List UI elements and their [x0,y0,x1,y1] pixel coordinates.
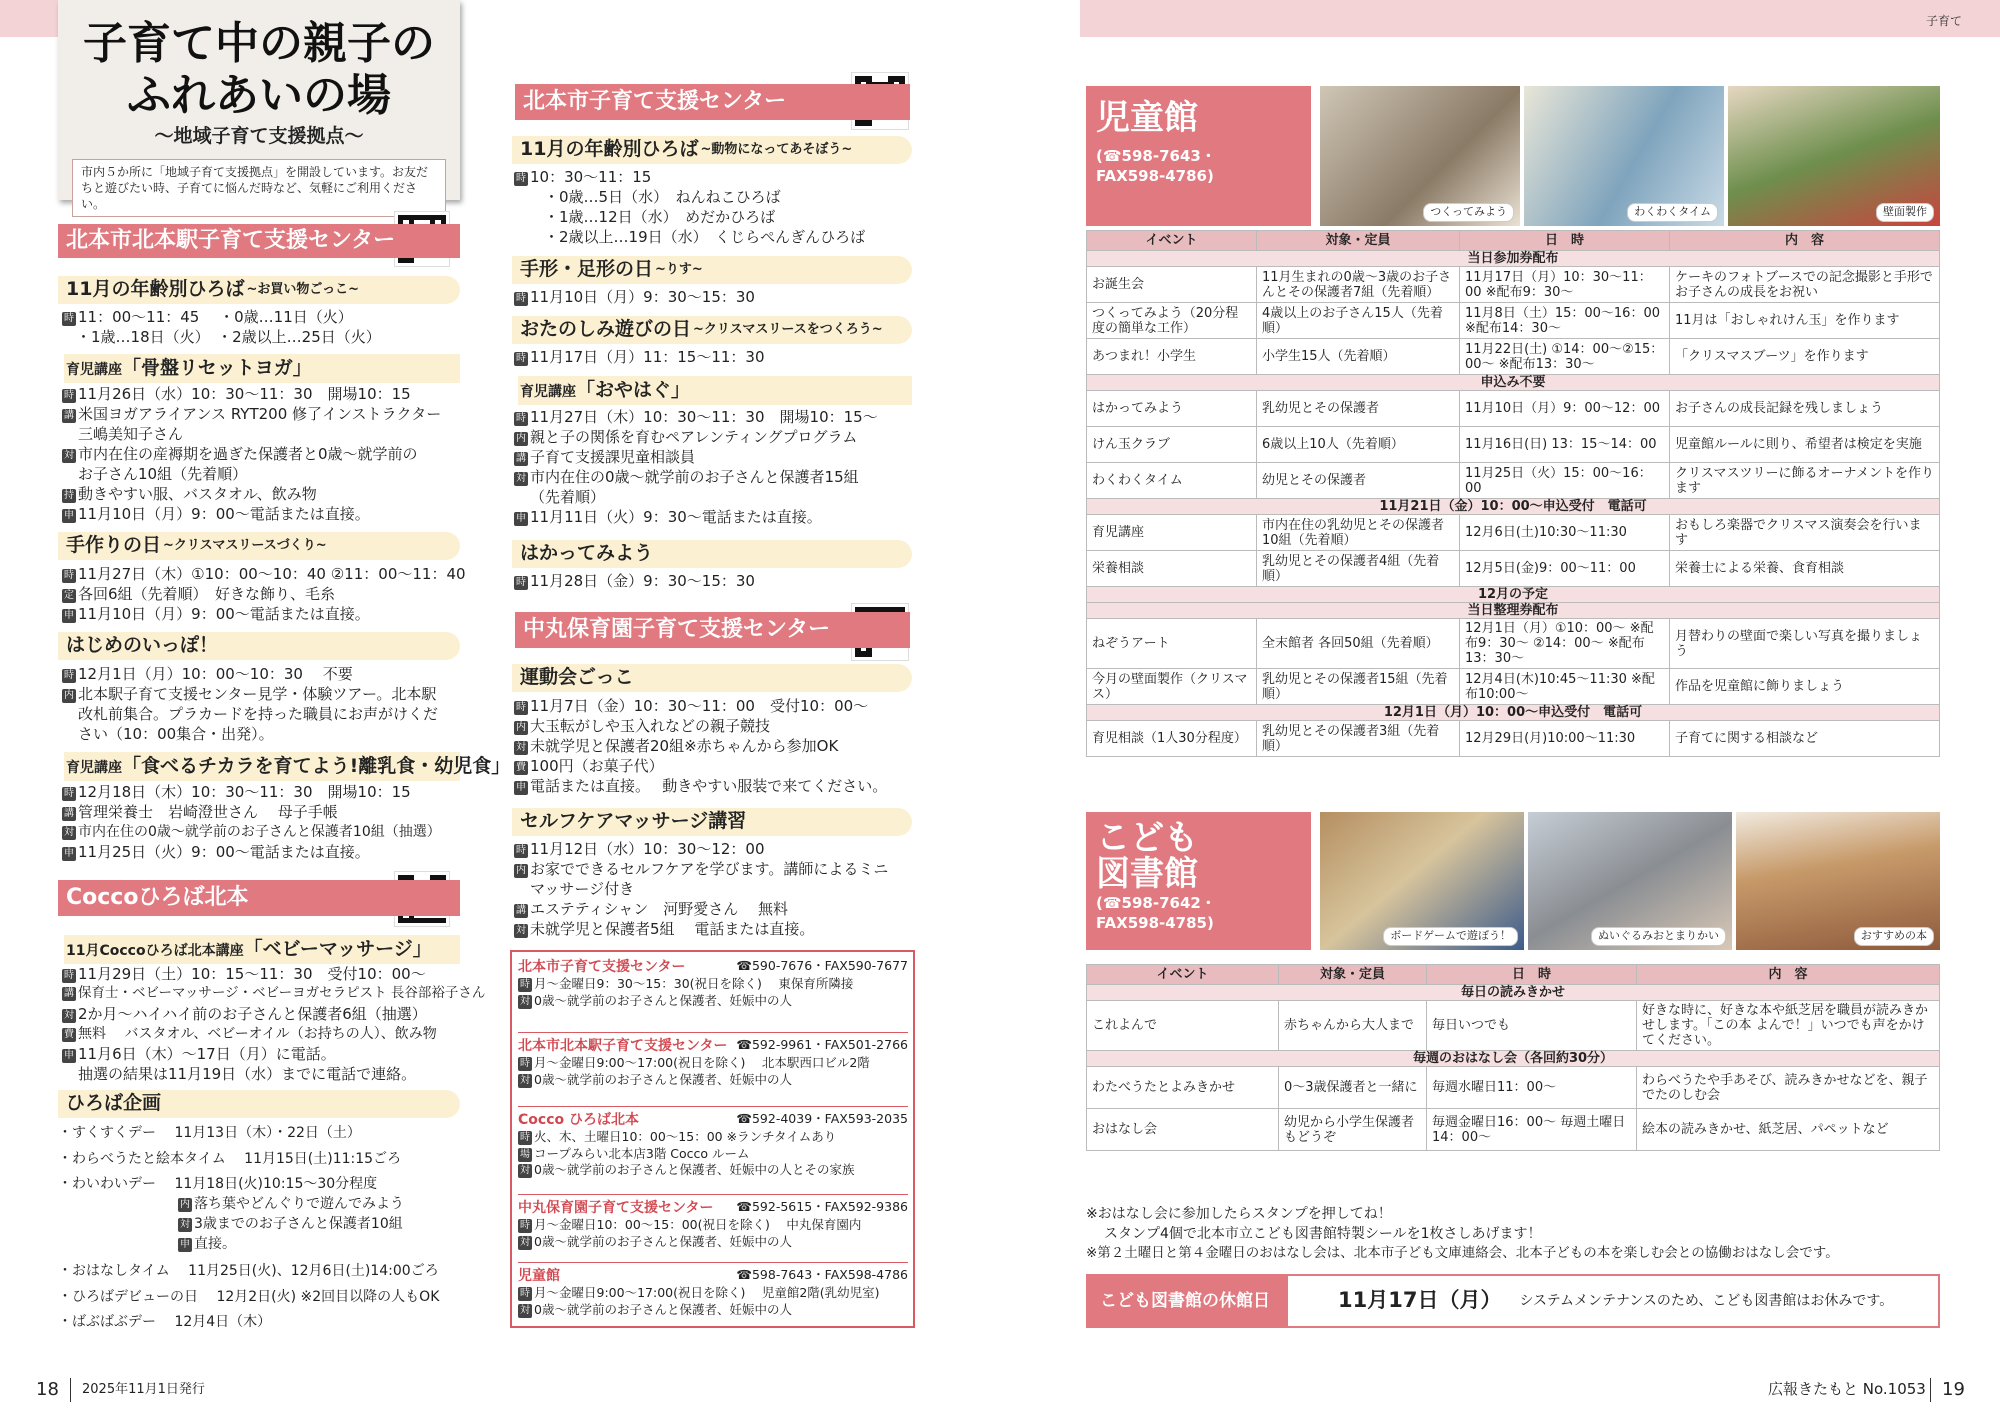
event-line: 講 エステティシャン 河野愛さん 無料 [516,900,788,918]
event-line: ・ばぶばぶデー 12月4日（木） [58,1314,272,1330]
event-line: 講 管理栄養士 岩崎澄世さん 母子手帳 [64,803,338,821]
table-cell: 11月16日(日) 13：15～14：00 [1460,427,1670,463]
event-line: 講 保育士・ベビーマッサージ・ベビーヨガセラピスト 長谷部裕子さん [64,985,486,1001]
event-title: 育児講座「食べるチカラを育てよう!離乳食・幼児食」 [64,752,460,781]
table-cell: おはなし会 [1087,1109,1279,1151]
table-cell: 毎週金曜日16：00～ 毎週土曜日14：00～ [1427,1109,1637,1151]
contact-line: 対 0歳～就学前のお子さんと保護者、妊娠中の人とその家族 [520,1162,855,1178]
table-cell: 栄養相談 [1087,551,1257,587]
section-title-kitamoto-station: 北本市北本駅子育て支援センター [58,224,460,258]
event-line: 持 動きやすい服、バスタオル、飲み物 [64,485,317,503]
table-section-row [1087,1051,1940,1067]
table-row [1087,515,1940,551]
table-cell: 毎週水曜日11：00～ [1427,1067,1637,1109]
table-cell: 12月6日(土)10:30～11:30 [1460,515,1670,551]
table-section-row [1087,251,1940,267]
contact-line: 場 コープみらい北本店3階 Cocco ルーム [520,1145,750,1161]
photo-recommended: おすすめの本 [1736,812,1940,950]
feature-subtitle: ～地域子育て支援拠点～ [154,125,364,147]
library-tel: (☎598-7642・ [1096,894,1216,912]
table-cell: 6歳以上10人（先着順） [1257,427,1460,463]
closed-text: システムメンテナンスのため、こども図書館はお休みです。 [1519,1292,1894,1309]
contact-name: 北本市北本駅子育て支援センター [518,1038,728,1054]
col-header: 日 時 [1460,231,1670,251]
table-cell: 12月4日(木)10:45～11:30 ※配布10:00～ [1460,669,1670,705]
event-line: ・わいわいデー 11月18日(火)10:15～30分程度 [58,1176,378,1192]
table-cell: 乳幼児とその保護者15組（先着順） [1257,669,1460,705]
table-cell: 0～3歳保護者と一緒に [1279,1067,1427,1109]
event-line: 時 11月26日（水）10：30～11：30 開場10：15 [64,385,411,403]
event-line: 費 無料 バスタオル、ベビーオイル（お持ちの人）、飲み物 [64,1026,437,1042]
table-row [1087,551,1940,587]
event-line: 申 電話または直接。 動きやすい服装で来てください。 [516,777,888,795]
contact-line: 時 月～金曜日9：30～15：30(祝日を除く) 東保育所隣接 [520,976,854,992]
table-cell: 12月1日（月）①10：00～ ※配布9：30～ ②14：00～ ※配布13：30～ [1460,619,1670,669]
event-line: （先着順） [530,488,606,506]
section-label: 当日参加券配布 [1087,251,1940,267]
table-cell: 12月29日(月)10:00～11:30 [1460,721,1670,757]
event-title: はじめのいっぽ！ [58,632,460,660]
contact-tel: ☎598-7643・FAX598-4786 [736,1267,908,1282]
contact-name: 児童館 [518,1268,560,1284]
page-number-left: 18 [36,1379,59,1400]
section-label: 11月21日（金）10：00～申込受付 電話可 [1087,499,1940,515]
table-cell: 11月17日（月）10：30～11：00 ※配布9：30～ [1460,267,1670,303]
library-title-block [1086,812,1311,950]
event-line: 時 11月7日（金）10：30～11：00 受付10：00～ [516,697,869,715]
event-line: ・おはなしタイム 11月25日(火)、12月6日(土)14:00ごろ [58,1263,439,1279]
table-cell: わたべうたとよみきかせ [1087,1067,1279,1109]
event-line: 対 未就学児と保護者20組※赤ちゃんから参加OK [516,737,839,755]
page-category-tag: 子育て [1925,14,1962,28]
library-closed-box [1086,1274,1940,1328]
table-cell: 育児相談（1人30分程度） [1087,721,1257,757]
table-cell: 11月生まれの0歳～3歳のお子さんとその保護者7組（先着順） [1257,267,1460,303]
col-header: 日 時 [1427,965,1637,985]
library-schedule-table [1086,964,1940,1151]
event-title: 運動会ごっこ [512,664,912,692]
event-line: 時 12月1日（月）10：00～10：30 不要 [64,665,353,683]
table-cell: 12月5日(金)9：00～11：00 [1460,551,1670,587]
footer-divider [70,1378,71,1402]
event-line: ・わらべうたと絵本タイム 11月15日(土)11:15ごろ [58,1151,402,1167]
contact-line: 時 月～金曜日9:00～17:00(祝日を除く) 児童館2階(乳幼児室) [520,1285,880,1301]
event-line: 改札前集合。プラカードを持った職員にお声がけくだ [78,705,439,723]
table-cell: お誕生会 [1087,267,1257,303]
table-cell: 幼児とその保護者 [1257,463,1460,499]
event-line: 対 未就学児と保護者5組 電話または直接。 [516,920,815,938]
contact-entry [518,1194,908,1250]
jidoukan-tel: (☎598-7643・ [1096,146,1216,165]
section-title-nakamaru: 中丸保育園子育て支援センター [515,612,910,648]
table-cell: 全末館者 各回50組（先着順） [1257,619,1460,669]
table-cell: クリスマスツリーに飾るオーナメントを作ります [1670,463,1940,499]
section-label: 毎週のおはなし会（各回約30分） [1087,1051,1940,1067]
table-section-row [1087,375,1940,391]
table-cell: 乳幼児とその保護者4組（先着順） [1257,551,1460,587]
event-line: 対 市内在住の産褥期を過ぎた保護者と0歳～就学前の [64,445,418,463]
jidoukan-fax: FAX598-4786) [1096,166,1214,185]
contact-line: 対 0歳～就学前のお子さんと保護者、妊娠中の人 [520,992,792,1008]
table-cell: 児童館ルールに則り、希望者は検定を実施 [1670,427,1940,463]
contact-line: 時 月～金曜日10：00～15：00(祝日を除く) 中丸保育園内 [520,1217,862,1233]
table-cell: 毎日いつでも [1427,1001,1637,1051]
contact-line: 対 0歳～就学前のお子さんと保護者、妊娠中の人 [520,1233,792,1249]
section-label: 12月1日（月）10：00～申込受付 電話可 [1087,705,1940,721]
event-title: おたのしみ遊びの日 ~クリスマスリースをつくろう~ [512,316,912,344]
photo-nuigurumi: ぬいぐるみおとまりかい [1528,812,1732,950]
photo-boardgame: ボードゲームで遊ぼう！ [1320,812,1524,950]
table-section-row [1087,705,1940,721]
table-cell: ケーキのフォトブースでの記念撮影と手形でお子さんの成長をお祝い [1670,267,1940,303]
event-line: 時 11月10日（月）9：30～15：30 [516,288,755,306]
jidoukan-title: 児童館 [1096,98,1198,138]
event-line: 費 100円（お菓子代） [516,757,664,775]
col-header: イベント [1087,231,1257,251]
event-line: 申 11月10日（月）9：00～電話または直接。 [64,605,370,623]
event-line: 時 11月27日（木）10：30～11：30 開場10：15～ [516,408,878,426]
section-label: 毎日の読みきかせ [1087,985,1940,1001]
event-line: 申 11月11日（火）9：30～電話または直接。 [516,508,822,526]
event-line: ・0歳…5日（水） ねんねこひろば [544,188,781,206]
section-label: 12月の予定 [1087,587,1940,603]
col-header: 対象・定員 [1257,231,1460,251]
event-title: セルフケアマッサージ講習 [512,808,912,836]
event-line: 三嶋美知子さん [78,425,184,443]
table-row [1087,267,1940,303]
event-line: 対 2か月～ハイハイ前のお子さんと保護者6組（抽選） [64,1005,427,1023]
contact-line: 時 火、木、土曜日10：00～15：00 ※ランチタイムあり [520,1129,837,1145]
table-section-row [1087,603,1940,619]
event-line: 内 お家でできるセルフケアを学びます。講師によるミニ [516,860,889,878]
feature-title: 子育て中の親子の ふれあいの場 [83,18,435,121]
table-cell: 4歳以上のお子さん15人（先着順） [1257,303,1460,339]
top-white-gap [460,0,1080,37]
contact-entry [518,958,908,1009]
table-row [1087,339,1940,375]
col-header: イベント [1087,965,1279,985]
contact-line: 対 0歳～就学前のお子さんと保護者、妊娠中の人 [520,1301,792,1317]
table-cell: 赤ちゃんから大人まで [1279,1001,1427,1051]
table-cell: 月替わりの壁面で楽しい写真を撮りましょう [1670,619,1940,669]
event-line: 時 12月18日（木）10：30～11：30 開場10：15 [64,783,411,801]
table-cell: 乳幼児とその保護者3組（先着順） [1257,721,1460,757]
contact-name: 北本市子育て支援センター [518,959,686,975]
feature-description: 市内５か所に「地域子育て支援拠点」を開設しています。お友だちと遊びたい時、子育てに悩んだ時など、気軽にご利用ください。 [72,159,446,217]
table-row [1087,463,1940,499]
table-cell: 11月10日（月）9：00～12：00 [1460,391,1670,427]
library-note: ※第２土曜日と第４金曜日のおはなし会は、北本市子ども文庫連絡会、北本子どもの本を楽しむ会との協働おはなし会です。 [1086,1245,1839,1261]
photo-tsukutte: つくってみよう [1320,86,1520,226]
section-label: 当日整理券配布 [1087,603,1940,619]
event-line: 時 10：30～11：15 [516,168,652,186]
event-title: 手作りの日 ~クリスマスリースづくり~ [58,532,460,560]
table-cell: 11月22日(土) ①14：00～②15：00～ ※配布13：30～ [1460,339,1670,375]
table-cell: 11月8日（土）15：00～16：00 ※配布14：30～ [1460,303,1670,339]
event-line: 時 11月17日（月）11：15～11：30 [516,348,765,366]
contact-name: Cocco ひろば北本 [518,1112,639,1128]
event-line: さい（10：00集合・出発）。 [78,725,274,743]
event-line: 講 子育て支援課児童相談員 [516,448,696,466]
event-title: ひろば企画 [58,1090,460,1118]
event-line: 申 11月10日（月）9：00～電話または直接。 [64,505,370,523]
contact-line: 対 0歳～就学前のお子さんと保護者、妊娠中の人 [520,1071,792,1087]
table-row [1087,427,1940,463]
event-line: 申 11月25日（火）9：00～電話または直接。 [64,843,370,861]
event-line: 講 米国ヨガアライアンス RYT200 修了インストラクター [64,405,442,423]
event-line: 時 11：00～11：45 ・0歳…11日（火） [64,308,353,326]
contact-tel: ☎592-4039・FAX593-2035 [736,1111,908,1126]
event-line: 時 11月28日（金）9：30～15：30 [516,572,755,590]
event-line: ・1歳…18日（火） ・2歳以上…25日（火） [76,328,381,346]
jidoukan-title-block [1086,86,1311,226]
event-title: 11月の年齢別ひろば ~動物になってあそぼう~ [512,136,912,164]
event-title: 11月Coccoひろば北本講座「ベビーマッサージ」 [64,935,460,964]
table-row [1087,391,1940,427]
library-note: スタンプ4個で北本市立こども図書館特製シールを1枚さしあげます！ [1104,1226,1542,1242]
contact-tel: ☎592-5615・FAX592-9386 [736,1199,908,1214]
table-cell: わくわくタイム [1087,463,1257,499]
event-line: 申 11月6日（木）～17日（月）に電話。 [64,1045,336,1063]
contact-name: 中丸保育園子育て支援センター [518,1200,714,1216]
contact-entry [518,1032,908,1088]
contact-entry [518,1262,908,1318]
table-row [1087,1001,1940,1051]
table-cell: つくってみよう（20分程度の簡単な工作） [1087,303,1257,339]
event-line: 時 11月29日（土）10：15～11：30 受付10：00～ [64,965,426,983]
library-fax: FAX598-4785) [1096,913,1214,932]
col-header: 内 容 [1670,231,1940,251]
table-cell: ねぞうアート [1087,619,1257,669]
contact-tel: ☎590-7676・FAX590-7677 [736,958,908,973]
table-cell: 好きな時に、好きな本や紙芝居を職員が読みきかせします。「この本 よんで！」いつでも声をかけてください。 [1637,1001,1940,1051]
event-line: ・ひろばデビューの日 12月2日(火) ※2回目以降の人もOK [58,1289,440,1305]
footer-divider [1930,1378,1931,1402]
closed-label: こども図書館の休館日 [1088,1276,1288,1326]
section-title-kitamoto-city: 北本市子育て支援センター [515,84,910,120]
event-line: 対 3歳までのお子さんと保護者10組 [180,1216,403,1232]
table-cell: 育児講座 [1087,515,1257,551]
table-cell: 今月の壁面製作（クリスマス） [1087,669,1257,705]
table-cell: 11月25日（火）15：00～16：00 [1460,463,1670,499]
event-line: 時 11月27日（木）①10：00～10：40 ②11：00～11：40 [64,565,466,583]
table-row [1087,721,1940,757]
photo-hekimen: 壁面製作 [1728,86,1940,226]
event-title: 育児講座「おやはぐ」 [518,376,912,405]
table-cell: 絵本の読みきかせ、紙芝居、パペットなど [1637,1109,1940,1151]
table-row [1087,619,1940,669]
event-line: 対 市内在住の0歳～就学前のお子さんと保護者15組 [516,468,859,486]
event-line: 内 大玉転がしや玉入れなどの親子競技 [516,717,771,735]
table-cell: 11月は「おしゃれけん玉」を作ります [1670,303,1940,339]
event-line: 内 落ち葉やどんぐりで遊んでみよう [180,1196,404,1212]
event-line: ・すくすくデー 11月13日（木）・22日（土） [58,1125,361,1141]
table-cell: これよんで [1087,1001,1279,1051]
event-title: はかってみよう [512,540,912,568]
table-cell: 市内在住の乳幼児とその保護者10組（先着順） [1257,515,1460,551]
table-section-row [1087,985,1940,1001]
contact-tel: ☎592-9961・FAX501-2766 [736,1037,908,1052]
event-line: ・1歳…12日（水） めだかひろば [544,208,776,226]
contact-entry [518,1106,908,1179]
col-header: 内 容 [1637,965,1940,985]
section-label: 申込み不要 [1087,375,1940,391]
table-cell: 作品を児童館に飾りましょう [1670,669,1940,705]
event-title: 育児講座「骨盤リセットヨガ」 [64,354,460,383]
table-cell: おもしろ楽器でクリスマス演奏会を行います [1670,515,1940,551]
event-line: 申 直接。 [180,1236,236,1252]
event-title: 手形・足形の日 ~りす~ [512,256,912,284]
magazine-issue: 広報きたもと No.1053 [1768,1380,1926,1398]
event-line: 対 市内在住の0歳～就学前のお子さんと保護者10組（抽選） [64,824,441,840]
contact-box [510,950,915,1328]
page-number-right: 19 [1942,1379,1965,1400]
event-line: ・2歳以上…19日（水） くじらぺんぎんひろば [544,228,866,246]
table-row [1087,1109,1940,1151]
table-section-row [1087,499,1940,515]
event-line: 定 各回6組（先着順） 好きな飾り、毛糸 [64,585,336,603]
contact-line: 時 月～金曜日9:00～17:00(祝日を除く) 北本駅西口ビル2階 [520,1055,870,1071]
feature-header [58,0,460,212]
event-line: マッサージ付き [530,880,635,898]
table-cell: わらべうたや手あそび、読みきかせなどを、親子でたのしむ会 [1637,1067,1940,1109]
event-line: 内 親と子の関係を育むペアレンティングプログラム [516,428,858,446]
table-cell: 「クリスマスブーツ」を作ります [1670,339,1940,375]
table-cell: お子さんの成長記録を残しましょう [1670,391,1940,427]
event-line: 抽選の結果は11月19日（水）までに電話で連絡。 [78,1065,417,1083]
table-row [1087,303,1940,339]
table-cell: 栄養士による栄養、食育相談 [1670,551,1940,587]
table-row [1087,1067,1940,1109]
table-cell: 子育てに関する相談など [1670,721,1940,757]
col-header: 対象・定員 [1279,965,1427,985]
event-line: お子さん10組（先着順） [78,465,248,483]
jidoukan-schedule-table [1086,230,1940,757]
table-cell: はかってみよう [1087,391,1257,427]
event-title: 11月の年齢別ひろば ~お買い物ごっこ~ [58,276,460,304]
table-row [1087,669,1940,705]
table-cell: 小学生15人（先着順） [1257,339,1460,375]
library-title-1: こども [1096,818,1198,858]
table-cell: あつまれ！小学生 [1087,339,1257,375]
table-cell: 幼児から小学生保護者もどうぞ [1279,1109,1427,1151]
table-cell: 乳幼児とその保護者 [1257,391,1460,427]
issue-date: 2025年11月1日発行 [82,1382,205,1397]
library-note: ※おはなし会に参加したらスタンプを押してね！ [1086,1206,1392,1222]
closed-date: 11月17日（月） [1338,1288,1502,1313]
photo-wakuwaku: わくわくタイム [1524,86,1724,226]
library-title-2: 図書館 [1096,854,1198,894]
table-section-row [1087,587,1940,603]
section-title-cocco: Coccoひろば北本 [58,880,460,916]
event-line: 時 11月12日（水）10：30～12：00 [516,840,765,858]
table-cell: けん玉クラブ [1087,427,1257,463]
event-line: 内 北本駅子育て支援センター見学・体験ツアー。北本駅 [64,685,437,703]
